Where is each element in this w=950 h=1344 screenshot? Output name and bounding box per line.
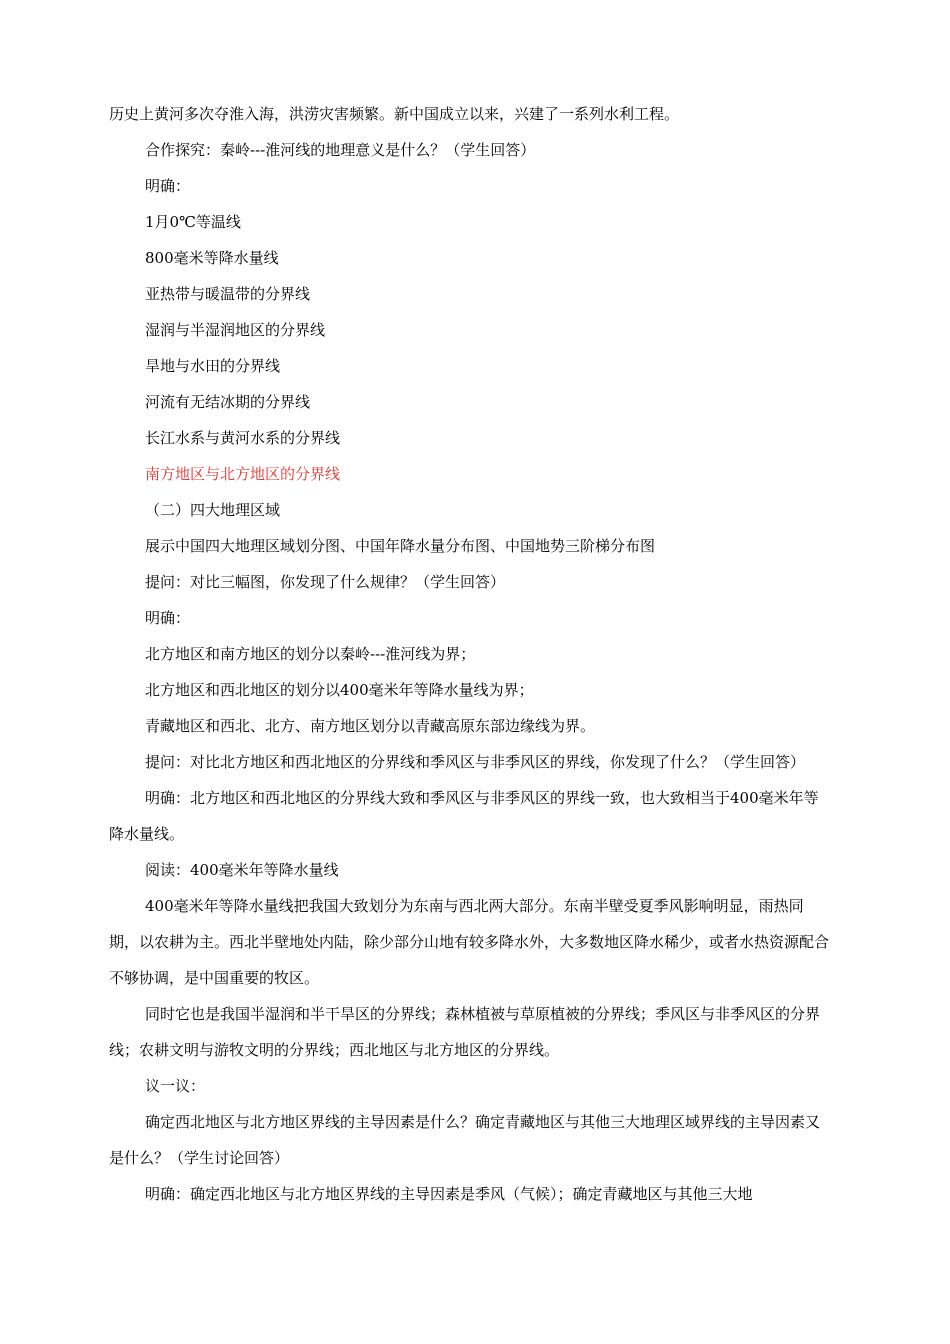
section-heading: （二）四大地理区域 [145,501,281,519]
list-item: 亚热带与暖温带的分界线 [145,285,311,303]
list-item: 北方地区和西北地区的划分以400毫米年等降水量线为界； [145,681,534,699]
list-item: 旱地与水田的分界线 [145,357,281,375]
highlighted-list-item: 南方地区与北方地区的分界线 [145,465,341,483]
paragraph: 议一议： [145,1077,206,1095]
paragraph: 提问：对比北方地区和西北地区的分界线和季风区与非季风区的界线，你发现了什么？（学生回答） [145,753,806,771]
list-item: 河流有无结冰期的分界线 [145,393,311,411]
paragraph: 400毫米年等降水量线把我国大致划分为东南与西北两大部分。东南半壁受夏季风影响明显，雨热同期，以农耕为主。西北半壁地处内陆，除少部分山地有较多降水外，大多数地区降水稀少，或者水热资源配合不够协调，是中国重要的牧区。 [109,897,830,987]
list-item: 长江水系与黄河水系的分界线 [145,429,341,447]
paragraph: 合作探究：秦岭---淮河线的地理意义是什么？（学生回答） [145,141,536,159]
list-item: 北方地区和南方地区的划分以秦岭---淮河线为界； [145,645,476,663]
paragraph: 阅读：400毫米年等降水量线 [145,861,339,879]
list-item: 青藏地区和西北、北方、南方地区划分以青藏高原东部边缘线为界。 [145,717,596,735]
paragraph: 同时它也是我国半湿润和半干旱区的分界线；森林植被与草原植被的分界线；季风区与非季风区的分界线；农耕文明与游牧文明的分界线；西北地区与北方地区的分界线。 [109,1005,821,1059]
paragraph: 展示中国四大地理区域划分图、中国年降水量分布图、中国地势三阶梯分布图 [145,537,656,555]
paragraph: 明确： [145,177,191,195]
paragraph: 明确：确定西北地区与北方地区界线的主导因素是季风（气候）；确定青藏地区与其他三大地 [145,1185,753,1203]
paragraph: 明确：北方地区和西北地区的分界线大致和季风区与非季风区的界线一致，也大致相当于400毫米年等降水量线。 [109,789,819,843]
list-item: 湿润与半湿润地区的分界线 [145,321,326,339]
list-item: 800毫米等降水量线 [145,249,279,267]
paragraph: 提问：对比三幅图，你发现了什么规律？（学生回答） [145,573,506,591]
document-body [109,96,831,1212]
paragraph: 历史上黄河多次夺淮入海，洪涝灾害频繁。新中国成立以来，兴建了一系列水利工程。 [109,105,680,123]
paragraph: 确定西北地区与北方地区界线的主导因素是什么？确定青藏地区与其他三大地理区域界线的主导因素又是什么？（学生讨论回答） [109,1113,821,1167]
paragraph: 明确： [145,609,191,627]
list-item: 1月0℃等温线 [145,213,241,231]
